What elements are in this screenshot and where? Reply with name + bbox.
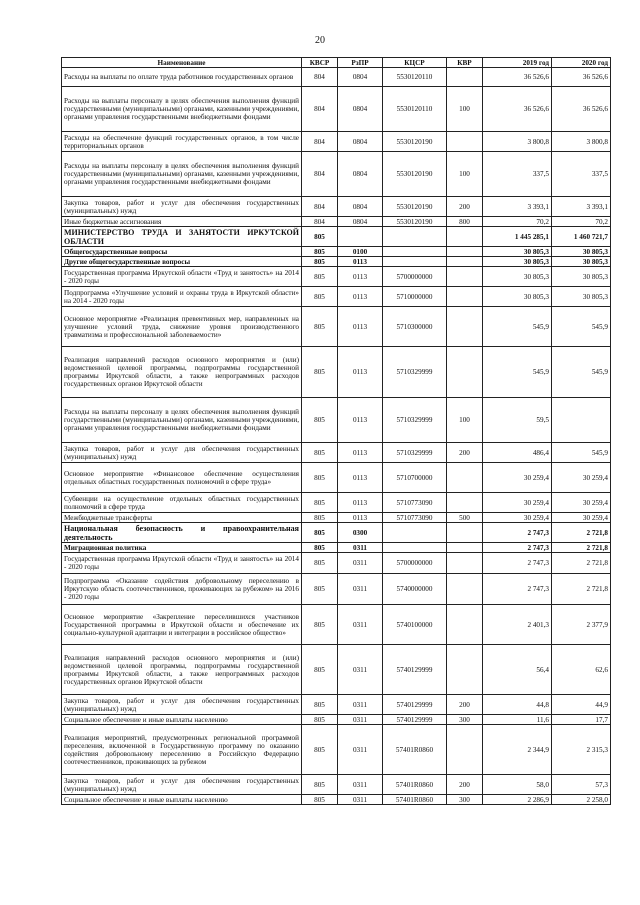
cell-rzpr: 0311 xyxy=(338,695,383,715)
cell-kvr xyxy=(447,267,483,287)
cell-2019: 1 445 285,1 xyxy=(483,227,552,247)
table-row xyxy=(62,217,611,227)
table-row xyxy=(62,775,611,795)
table-row xyxy=(62,493,611,513)
cell-kvsr: 805 xyxy=(302,775,338,795)
page-number: 20 xyxy=(315,35,325,46)
cell-rzpr: 0311 xyxy=(338,543,383,553)
cell-kcsr: 5530120190 xyxy=(383,152,447,197)
cell-2019: 2 344,9 xyxy=(483,725,552,775)
cell-rzpr: 0113 xyxy=(338,398,383,443)
table-row xyxy=(62,463,611,493)
cell-2019: 36 526,6 xyxy=(483,68,552,87)
cell-kvsr: 805 xyxy=(302,605,338,645)
cell-kvsr: 805 xyxy=(302,695,338,715)
cell-kcsr: 5530120110 xyxy=(383,87,447,132)
cell-2020 xyxy=(552,398,611,443)
cell-kcsr: 5530120110 xyxy=(383,68,447,87)
table-row xyxy=(62,267,611,287)
cell-2019: 2 747,3 xyxy=(483,543,552,553)
cell-2019: 545,9 xyxy=(483,347,552,398)
cell-rzpr: 0113 xyxy=(338,267,383,287)
cell-2020: 2 258,0 xyxy=(552,795,611,805)
header-name: Наименование xyxy=(62,58,302,68)
cell-kvr xyxy=(447,523,483,543)
cell-2019: 70,2 xyxy=(483,217,552,227)
cell-2020: 30 805,3 xyxy=(552,287,611,307)
cell-kvsr: 805 xyxy=(302,347,338,398)
table-row xyxy=(62,87,611,132)
cell-name: Общегосударственные вопросы xyxy=(62,247,302,257)
cell-2020: 545,9 xyxy=(552,307,611,347)
cell-kcsr: 57401R0860 xyxy=(383,775,447,795)
cell-rzpr: 0311 xyxy=(338,553,383,574)
cell-kvr xyxy=(447,605,483,645)
cell-rzpr: 0113 xyxy=(338,287,383,307)
cell-2019: 30 805,3 xyxy=(483,287,552,307)
cell-kvr xyxy=(447,553,483,574)
cell-2020: 30 805,3 xyxy=(552,257,611,267)
cell-2019: 2 286,9 xyxy=(483,795,552,805)
table-row xyxy=(62,227,611,247)
cell-kcsr xyxy=(383,523,447,543)
cell-kvsr: 804 xyxy=(302,197,338,217)
cell-kcsr: 5740129999 xyxy=(383,715,447,725)
table-row xyxy=(62,605,611,645)
cell-rzpr: 0113 xyxy=(338,443,383,463)
cell-kvsr: 805 xyxy=(302,553,338,574)
cell-name: Расходы на выплаты персоналу в целях обеспечения выполнения функций государственными (муниципальными) органами, казенными учреждениями, органами управления государственными внебюджетными фондами xyxy=(62,87,302,132)
cell-rzpr: 0311 xyxy=(338,795,383,805)
cell-kvsr: 804 xyxy=(302,68,338,87)
cell-kvr xyxy=(447,287,483,307)
table-row xyxy=(62,247,611,257)
table-row xyxy=(62,543,611,553)
cell-2020: 30 805,3 xyxy=(552,267,611,287)
cell-kvsr: 805 xyxy=(302,443,338,463)
cell-2020: 3 393,1 xyxy=(552,197,611,217)
cell-rzpr: 0804 xyxy=(338,132,383,152)
cell-kvr: 500 xyxy=(447,513,483,523)
table-row xyxy=(62,287,611,307)
cell-kvr xyxy=(447,247,483,257)
cell-2020: 2 377,9 xyxy=(552,605,611,645)
cell-kvr xyxy=(447,347,483,398)
cell-kcsr: 5710329999 xyxy=(383,398,447,443)
cell-2019: 2 747,3 xyxy=(483,523,552,543)
table-row xyxy=(62,645,611,695)
cell-kvsr: 804 xyxy=(302,152,338,197)
cell-2020: 30 259,4 xyxy=(552,513,611,523)
cell-kcsr: 5530120190 xyxy=(383,197,447,217)
cell-2020: 36 526,6 xyxy=(552,87,611,132)
cell-kvr xyxy=(447,68,483,87)
cell-kvsr: 805 xyxy=(302,725,338,775)
cell-2020: 62,6 xyxy=(552,645,611,695)
cell-name: Расходы на обеспечение функций государственных органов, в том числе территориальных органов xyxy=(62,132,302,152)
cell-2020: 2 721,8 xyxy=(552,574,611,605)
cell-2020: 3 800,8 xyxy=(552,132,611,152)
cell-kvsr: 805 xyxy=(302,398,338,443)
cell-2020: 44,9 xyxy=(552,695,611,715)
cell-kvsr: 805 xyxy=(302,715,338,725)
cell-name: Реализация направлений расходов основного мероприятия и (или) ведомственной целевой программы, подпрограммы государственной программы Иркутской области, а также непрограммных расходов государственных органов Иркутской области xyxy=(62,347,302,398)
cell-kcsr: 5710700000 xyxy=(383,463,447,493)
cell-kcsr xyxy=(383,257,447,267)
table-row xyxy=(62,307,611,347)
table-row xyxy=(62,553,611,574)
cell-rzpr: 0300 xyxy=(338,523,383,543)
cell-2020: 30 259,4 xyxy=(552,463,611,493)
cell-name: Межбюджетные трансферты xyxy=(62,513,302,523)
cell-name: Подпрограмма «Улучшение условий и охраны труда в Иркутской области» на 2014 - 2020 годы xyxy=(62,287,302,307)
cell-kvr: 300 xyxy=(447,795,483,805)
cell-rzpr: 0113 xyxy=(338,493,383,513)
header-kcsr: КЦСР xyxy=(383,58,447,68)
cell-kvr: 800 xyxy=(447,217,483,227)
cell-name: Социальное обеспечение и иные выплаты населению xyxy=(62,715,302,725)
cell-rzpr: 0311 xyxy=(338,775,383,795)
cell-kvsr: 805 xyxy=(302,247,338,257)
table-header-row xyxy=(62,58,611,68)
cell-kcsr: 5740129999 xyxy=(383,645,447,695)
cell-kvsr: 804 xyxy=(302,217,338,227)
cell-2019: 3 800,8 xyxy=(483,132,552,152)
cell-name: Основное мероприятие «Закрепление переселившихся участников Государственной программы в Иркутской области и обеспечение их социально-культурной адаптации и интеграции в российское общество» xyxy=(62,605,302,645)
cell-2019: 2 747,3 xyxy=(483,553,552,574)
cell-rzpr: 0804 xyxy=(338,87,383,132)
cell-2019: 59,5 xyxy=(483,398,552,443)
cell-name: Национальная безопасность и правоохранительная деятельность xyxy=(62,523,302,543)
cell-rzpr: 0311 xyxy=(338,715,383,725)
cell-2020: 2 315,3 xyxy=(552,725,611,775)
header-kvr: КВР xyxy=(447,58,483,68)
table-row xyxy=(62,68,611,87)
cell-2019: 30 259,4 xyxy=(483,513,552,523)
cell-2019: 30 259,4 xyxy=(483,463,552,493)
cell-2019: 545,9 xyxy=(483,307,552,347)
cell-name: Закупка товаров, работ и услуг для обеспечения государственных (муниципальных) нужд xyxy=(62,443,302,463)
header-2020: 2020 год xyxy=(552,58,611,68)
cell-kcsr: 57401R0860 xyxy=(383,795,447,805)
cell-kvr xyxy=(447,463,483,493)
cell-rzpr: 0804 xyxy=(338,152,383,197)
cell-2019: 36 526,6 xyxy=(483,87,552,132)
cell-kvsr: 804 xyxy=(302,87,338,132)
cell-2019: 486,4 xyxy=(483,443,552,463)
cell-2019: 30 259,4 xyxy=(483,493,552,513)
cell-rzpr: 0804 xyxy=(338,217,383,227)
cell-kvsr: 805 xyxy=(302,645,338,695)
cell-2019: 2 747,3 xyxy=(483,574,552,605)
table-row xyxy=(62,574,611,605)
cell-rzpr: 0113 xyxy=(338,347,383,398)
cell-rzpr: 0113 xyxy=(338,463,383,493)
cell-name: Государственная программа Иркутской области «Труд и занятость» на 2014 - 2020 годы xyxy=(62,553,302,574)
cell-2019: 337,5 xyxy=(483,152,552,197)
cell-2019: 3 393,1 xyxy=(483,197,552,217)
cell-kvr: 200 xyxy=(447,695,483,715)
cell-2019: 30 805,3 xyxy=(483,247,552,257)
cell-2020: 36 526,6 xyxy=(552,68,611,87)
cell-kcsr: 5740000000 xyxy=(383,574,447,605)
cell-kcsr: 5710329999 xyxy=(383,347,447,398)
cell-name: Расходы на выплаты по оплате труда работников государственных органов xyxy=(62,68,302,87)
cell-kvr xyxy=(447,307,483,347)
cell-kvsr: 805 xyxy=(302,543,338,553)
cell-kvr xyxy=(447,543,483,553)
cell-name: Закупка товаров, работ и услуг для обеспечения государственных (муниципальных) нужд xyxy=(62,695,302,715)
cell-kcsr xyxy=(383,227,447,247)
cell-rzpr: 0113 xyxy=(338,307,383,347)
cell-2019: 56,4 xyxy=(483,645,552,695)
table-row xyxy=(62,795,611,805)
cell-kcsr xyxy=(383,543,447,553)
cell-rzpr: 0804 xyxy=(338,68,383,87)
table-row xyxy=(62,725,611,775)
table-row xyxy=(62,152,611,197)
cell-kvr xyxy=(447,132,483,152)
table-row xyxy=(62,715,611,725)
cell-kcsr: 5530120190 xyxy=(383,132,447,152)
cell-name: Другие общегосударственные вопросы xyxy=(62,257,302,267)
cell-rzpr: 0113 xyxy=(338,513,383,523)
cell-kvr xyxy=(447,725,483,775)
cell-2019: 30 805,3 xyxy=(483,257,552,267)
cell-name: Подпрограмма «Оказание содействия добровольному переселению в Иркутскую область соотечественников, проживающих за рубежом» на 2016 - 2020 годы xyxy=(62,574,302,605)
cell-2020: 545,9 xyxy=(552,443,611,463)
cell-kvr xyxy=(447,227,483,247)
cell-2020: 2 721,8 xyxy=(552,553,611,574)
header-kvsr: КВСР xyxy=(302,58,338,68)
cell-kcsr: 5710329999 xyxy=(383,443,447,463)
cell-name: Основное мероприятие «Реализация превентивных мер, направленных на улучшение условий труда, снижение уровня производственного травматизма и профессиональной заболеваемости» xyxy=(62,307,302,347)
cell-rzpr: 0804 xyxy=(338,197,383,217)
cell-kvsr: 805 xyxy=(302,523,338,543)
cell-kvsr: 805 xyxy=(302,513,338,523)
cell-kvsr: 805 xyxy=(302,307,338,347)
cell-2020: 545,9 xyxy=(552,347,611,398)
cell-rzpr: 0113 xyxy=(338,257,383,267)
cell-rzpr: 0100 xyxy=(338,247,383,257)
cell-2020: 17,7 xyxy=(552,715,611,725)
cell-2020: 2 721,8 xyxy=(552,523,611,543)
cell-rzpr: 0311 xyxy=(338,574,383,605)
cell-2020: 30 805,3 xyxy=(552,247,611,257)
cell-name: МИНИСТЕРСТВО ТРУДА И ЗАНЯТОСТИ ИРКУТСКОЙ ОБЛАСТИ xyxy=(62,227,302,247)
table-row xyxy=(62,257,611,267)
cell-name: Социальное обеспечение и иные выплаты населению xyxy=(62,795,302,805)
cell-kvsr: 805 xyxy=(302,795,338,805)
cell-kvsr: 805 xyxy=(302,227,338,247)
table-row xyxy=(62,398,611,443)
table-row xyxy=(62,513,611,523)
cell-2019: 58,0 xyxy=(483,775,552,795)
cell-kvsr: 805 xyxy=(302,257,338,267)
cell-kcsr: 5700000000 xyxy=(383,267,447,287)
cell-kcsr: 5710300000 xyxy=(383,307,447,347)
cell-kvr: 100 xyxy=(447,152,483,197)
cell-kvr: 200 xyxy=(447,775,483,795)
cell-2020: 2 721,8 xyxy=(552,543,611,553)
cell-name: Реализация направлений расходов основного мероприятия и (или) ведомственной целевой программы, подпрограммы государственной программы Иркутской области, а также непрограммных расходов государственных органов Иркутской области xyxy=(62,645,302,695)
cell-kvr xyxy=(447,257,483,267)
cell-name: Расходы на выплаты персоналу в целях обеспечения выполнения функций государственными (муниципальными) органами, казенными учреждениями, органами управления государственными внебюджетными фондами xyxy=(62,152,302,197)
cell-name: Государственная программа Иркутской области «Труд и занятость» на 2014 - 2020 годы xyxy=(62,267,302,287)
cell-kvsr: 804 xyxy=(302,132,338,152)
cell-kvr: 300 xyxy=(447,715,483,725)
cell-rzpr: 0311 xyxy=(338,645,383,695)
header-rzpr: РзПР xyxy=(338,58,383,68)
cell-kcsr: 5700000000 xyxy=(383,553,447,574)
header-2019: 2019 год xyxy=(483,58,552,68)
table-row xyxy=(62,443,611,463)
cell-kcsr xyxy=(383,247,447,257)
cell-kvr xyxy=(447,493,483,513)
cell-name: Иные бюджетные ассигнования xyxy=(62,217,302,227)
table-row xyxy=(62,695,611,715)
cell-name: Реализация мероприятий, предусмотренных региональной программой переселения, включенной в Государственную программу по оказанию содействия добровольному переселению в Российскую Федерацию соотечественников, проживающих за рубежом xyxy=(62,725,302,775)
cell-kvsr: 805 xyxy=(302,493,338,513)
cell-rzpr: 0311 xyxy=(338,605,383,645)
cell-kvr xyxy=(447,574,483,605)
cell-rzpr xyxy=(338,227,383,247)
cell-kcsr: 5710773090 xyxy=(383,513,447,523)
cell-kvr: 200 xyxy=(447,443,483,463)
cell-kvsr: 805 xyxy=(302,463,338,493)
budget-table xyxy=(61,57,611,805)
cell-2020: 337,5 xyxy=(552,152,611,197)
cell-2020: 70,2 xyxy=(552,217,611,227)
cell-kvr xyxy=(447,645,483,695)
cell-2019: 2 401,3 xyxy=(483,605,552,645)
cell-kvsr: 805 xyxy=(302,267,338,287)
cell-2019: 11,6 xyxy=(483,715,552,725)
cell-2020: 30 259,4 xyxy=(552,493,611,513)
cell-kcsr: 5710773090 xyxy=(383,493,447,513)
cell-kcsr: 5740100000 xyxy=(383,605,447,645)
cell-2019: 44,8 xyxy=(483,695,552,715)
cell-kcsr: 5530120190 xyxy=(383,217,447,227)
cell-name: Миграционная политика xyxy=(62,543,302,553)
cell-name: Субвенции на осуществление отдельных областных государственных полномочий в сфере труда xyxy=(62,493,302,513)
cell-2020: 57,3 xyxy=(552,775,611,795)
cell-kcsr: 5740129999 xyxy=(383,695,447,715)
cell-kvr: 100 xyxy=(447,87,483,132)
cell-kvr: 200 xyxy=(447,197,483,217)
cell-rzpr: 0311 xyxy=(338,725,383,775)
cell-kvr: 100 xyxy=(447,398,483,443)
cell-name: Расходы на выплаты персоналу в целях обеспечения выполнения функций государственными (муниципальными) органами, казенными учреждениями, органами управления государственными внебюджетными фондами xyxy=(62,398,302,443)
cell-kcsr: 57401R0860 xyxy=(383,725,447,775)
table-row xyxy=(62,132,611,152)
cell-name: Закупка товаров, работ и услуг для обеспечения государственных (муниципальных) нужд xyxy=(62,197,302,217)
cell-name: Основное мероприятие «Финансовое обеспечение осуществления отдельных областных государственных полномочий в сфере труда» xyxy=(62,463,302,493)
table-body xyxy=(62,68,611,805)
cell-kvsr: 805 xyxy=(302,574,338,605)
table-row xyxy=(62,197,611,217)
cell-2020: 1 460 721,7 xyxy=(552,227,611,247)
cell-kvsr: 805 xyxy=(302,287,338,307)
cell-2019: 30 805,3 xyxy=(483,267,552,287)
cell-name: Закупка товаров, работ и услуг для обеспечения государственных (муниципальных) нужд xyxy=(62,775,302,795)
table-row xyxy=(62,347,611,398)
cell-kcsr: 5710000000 xyxy=(383,287,447,307)
table-row xyxy=(62,523,611,543)
